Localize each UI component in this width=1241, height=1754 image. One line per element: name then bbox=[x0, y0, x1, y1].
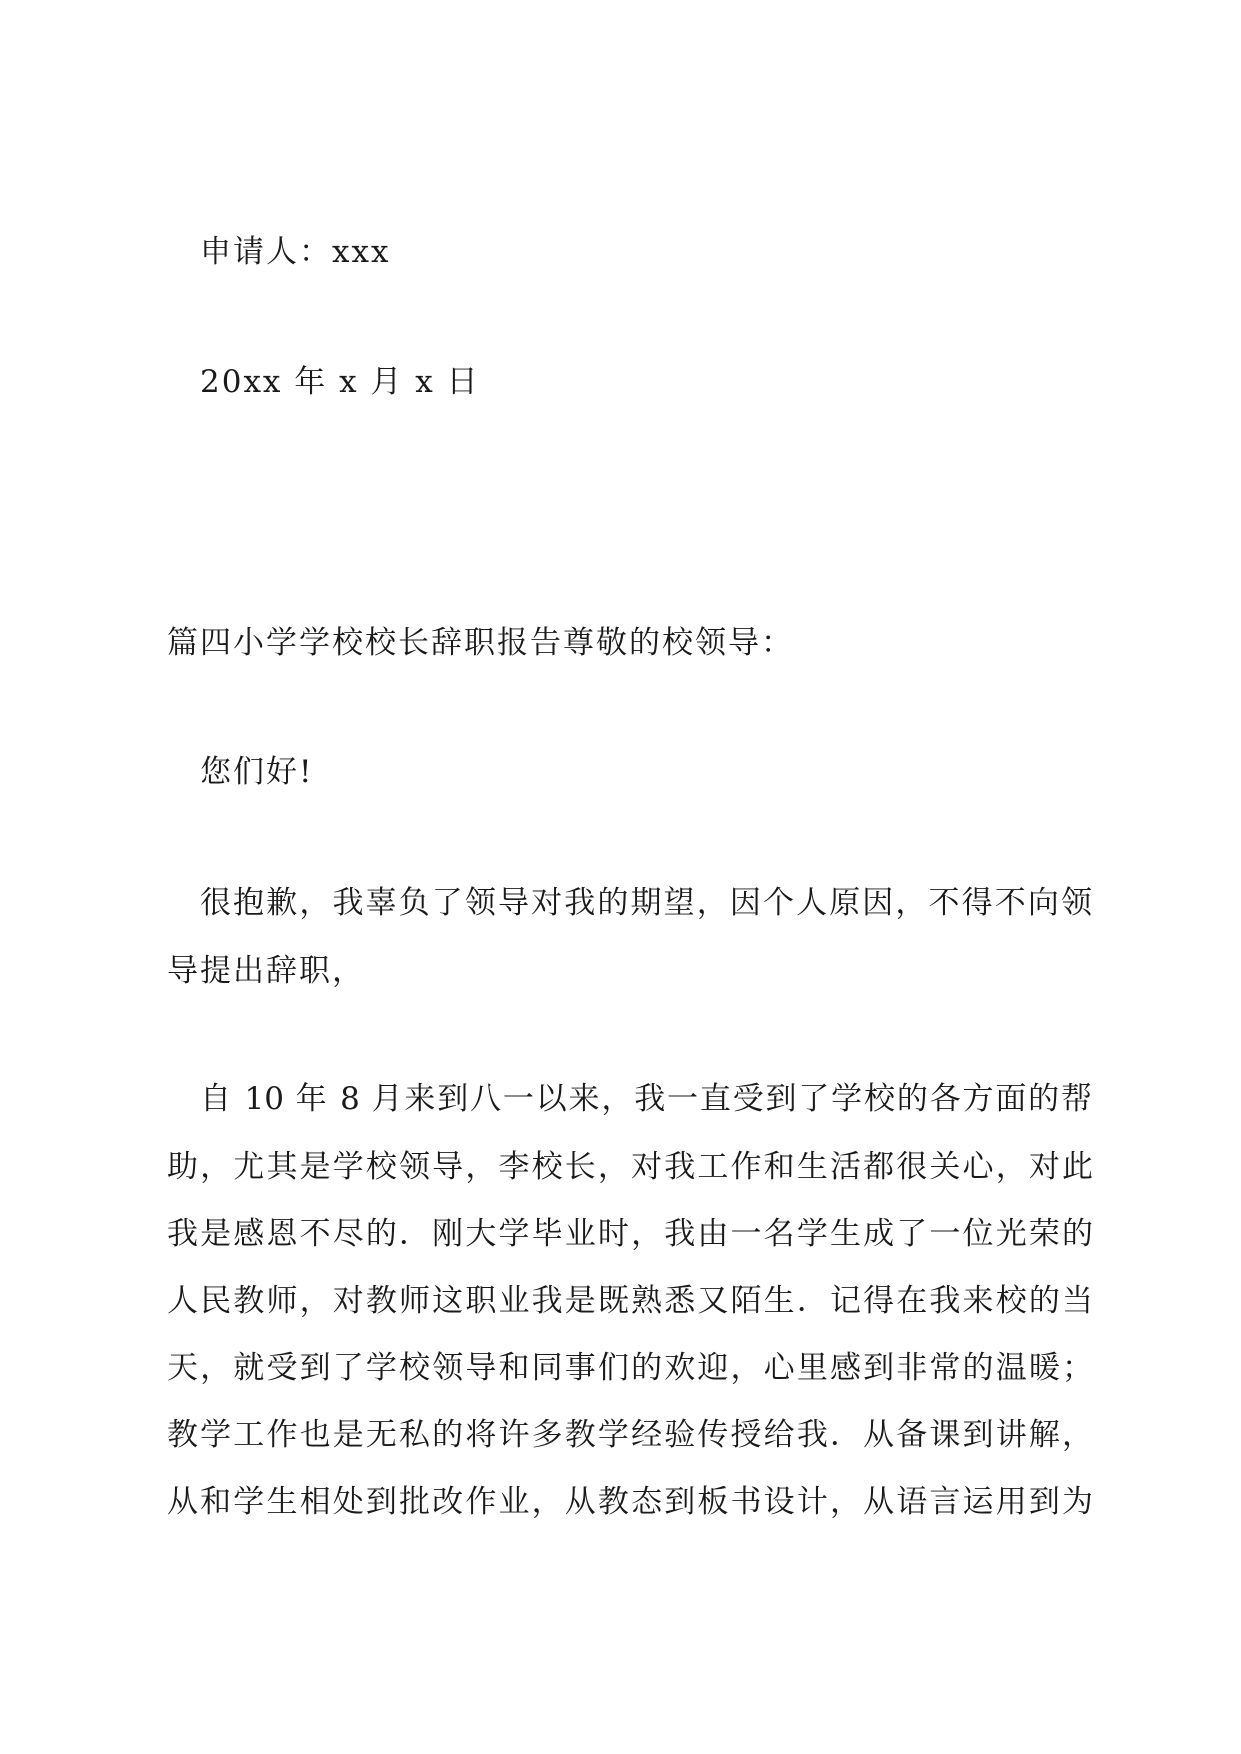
paragraph2-line1: 自 10 年 8 月来到八一以来，我一直受到了学校的各方面的帮 bbox=[200, 1081, 1092, 1117]
paragraph2-line4: 人民教师，对教师这职业我是既熟悉又陌生．记得在我来校的当 bbox=[167, 1283, 1093, 1319]
paragraph1-line1: 很抱歉，我辜负了领导对我的期望，因个人原因，不得不向领 bbox=[200, 885, 1092, 921]
paragraph1-line2: 导提出辞职， bbox=[167, 953, 365, 989]
paragraph2-line3: 我是感恩不尽的．刚大学毕业时，我由一名学生成了一位光荣的 bbox=[167, 1216, 1093, 1252]
paragraph2-line5: 天，就受到了学校领导和同事们的欢迎，心里感到非常的温暖； bbox=[167, 1350, 1093, 1386]
paragraph2-line7: 从和学生相处到批改作业，从教态到板书设计，从语言运用到为 bbox=[167, 1484, 1093, 1520]
paragraph2-line6: 教学工作也是无私的将许多教学经验传授给我．从备课到讲解， bbox=[167, 1417, 1093, 1453]
greeting: 您们好! bbox=[200, 754, 314, 790]
applicant-line: 申请人：xxx bbox=[200, 234, 391, 270]
section-heading: 篇四小学学校校长辞职报告尊敬的校领导： bbox=[167, 625, 794, 661]
paragraph2-line2: 助，尤其是学校领导，李校长，对我工作和生活都很关心，对此 bbox=[167, 1149, 1093, 1185]
date-line: 20xx 年 x 月 x 日 bbox=[200, 364, 480, 400]
